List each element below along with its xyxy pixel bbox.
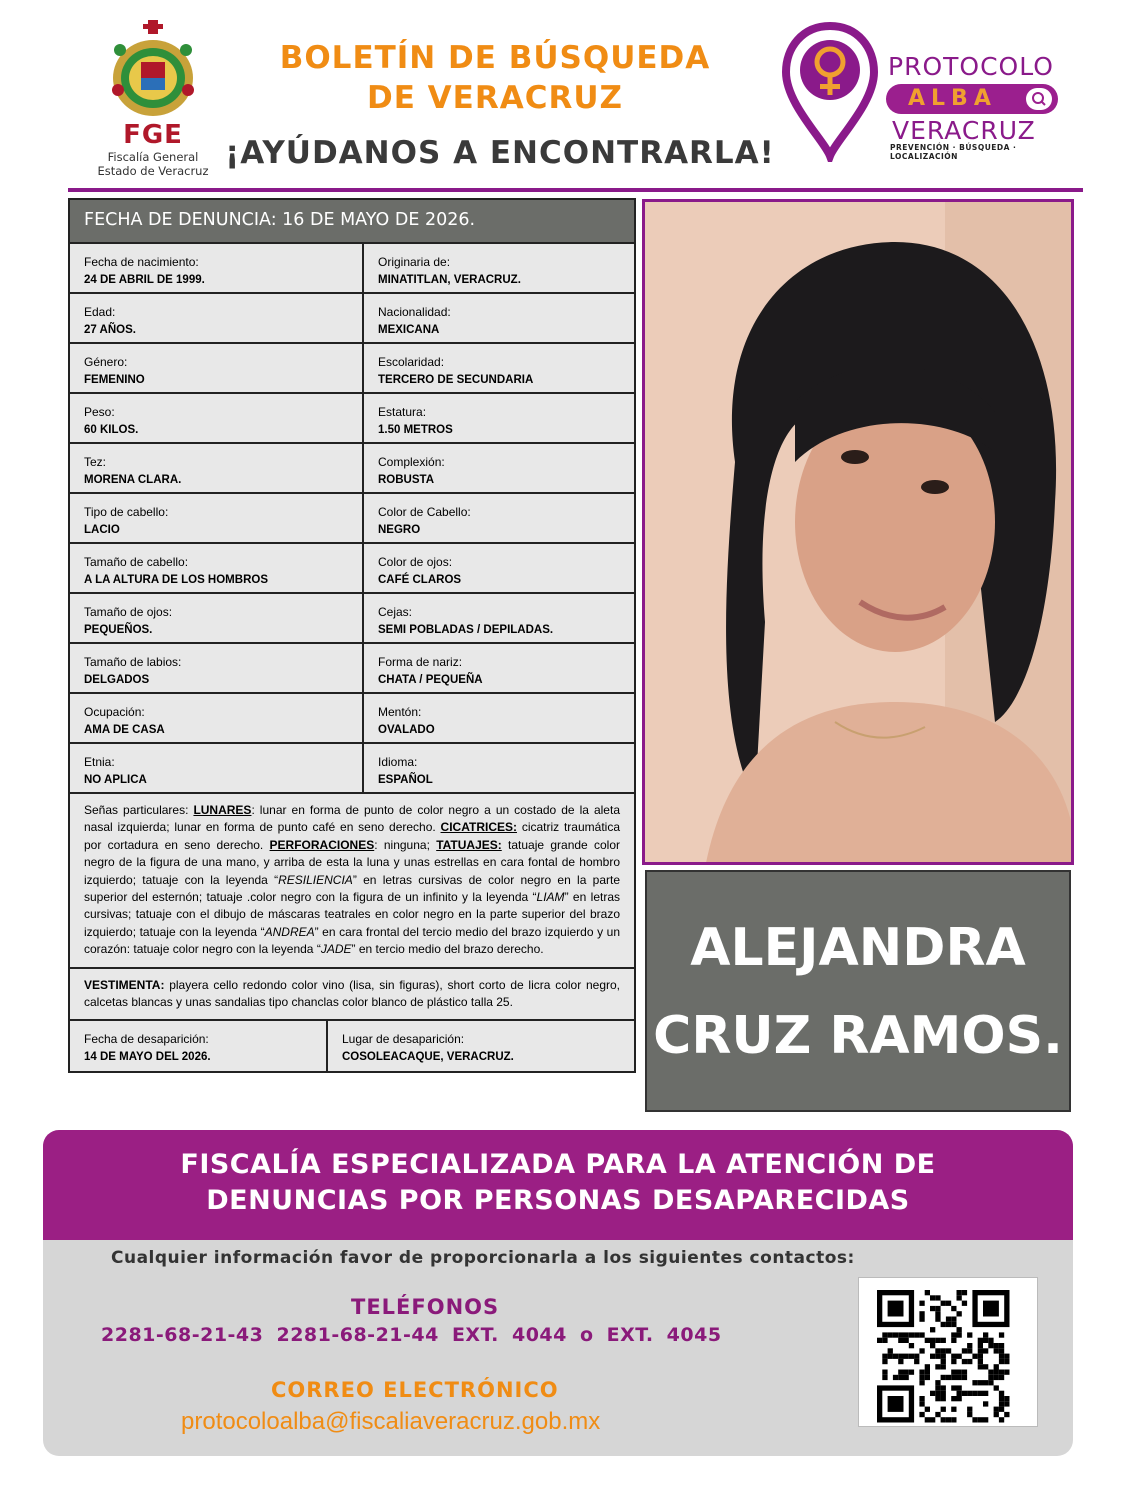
fge-line2: Estado de Veracruz (97, 164, 209, 178)
field-label: Tamaño de cabello: (84, 555, 189, 569)
field-label: Peso: (84, 405, 115, 419)
field-label: Forma de nariz: (378, 655, 463, 669)
alba-pill (886, 84, 1058, 114)
clothing-description: VESTIMENTA: playera cello redondo color vino (lisa, sin figuras), short corto de licra color negro, calcetas blancas y unas sandalias tipo chanclas color blanco de plástico talla 25. (70, 969, 634, 1022)
disappearance-row (70, 1021, 634, 1071)
field-label: Escolaridad: (378, 355, 445, 369)
disappearance-place-value: COSOLEACAQUE, VERACRUZ. (342, 1051, 514, 1064)
protocolo-alba-logo (780, 22, 1070, 167)
field-value: NEGRO (378, 524, 421, 536)
field-label: Cejas: (378, 605, 413, 619)
location-pin-icon (780, 22, 880, 162)
field-value: ROBUSTA (378, 474, 435, 486)
report-date-heading: FECHA DE DENUNCIA: 16 DE MAYO DE 2026. (70, 200, 634, 244)
field-value: SEMI POBLADAS / DEPILADAS. (378, 624, 554, 636)
table-row (70, 494, 634, 544)
coat-of-arms-icon (108, 20, 198, 120)
contact-panel (43, 1240, 1073, 1456)
field-value: LACIO (84, 524, 120, 536)
field-label: Género: (84, 355, 128, 369)
field-label: Idioma: (378, 755, 418, 769)
table-row (70, 594, 634, 644)
alba-protocolo-text: PROTOCOLO (888, 52, 1054, 81)
field-value: 60 KILOS. (84, 424, 139, 436)
field-label: Edad: (84, 305, 116, 319)
field-label: Tamaño de ojos: (84, 605, 173, 619)
person-details-table (68, 198, 636, 1073)
table-row (70, 394, 634, 444)
field-label: Ocupación: (84, 705, 145, 719)
field-value: AMA DE CASA (84, 724, 165, 736)
details-rows (70, 244, 634, 794)
disappearance-place-label: Lugar de desaparición: (342, 1032, 465, 1047)
bulletin-subtitle: ¡AYÚDANOS A ENCONTRARLA! (225, 135, 775, 171)
table-row (70, 244, 634, 294)
field-label: Nacionalidad: (378, 305, 451, 319)
person-name (645, 870, 1071, 1112)
field-label: Etnia: (84, 755, 115, 769)
alba-veracruz-text: VERACRUZ (892, 116, 1036, 145)
table-row (70, 744, 634, 794)
prosecutor-banner (43, 1130, 1073, 1240)
title-line2: DE VERACRUZ (366, 80, 623, 116)
disappearance-date-label: Fecha de desaparición: (84, 1032, 209, 1047)
field-label: Tez: (84, 455, 107, 469)
email-title: CORREO ELECTRÓNICO (271, 1378, 559, 1402)
field-label: Fecha de nacimiento: (84, 255, 199, 269)
header-divider (68, 188, 1083, 192)
banner-line1: FISCALÍA ESPECIALIZADA PARA LA ATENCIÓN DE (180, 1149, 936, 1180)
field-value: TERCERO DE SECUNDARIA (378, 374, 534, 386)
table-row (70, 694, 634, 744)
field-label: Complexión: (378, 455, 445, 469)
phones-title: TELÉFONOS (351, 1295, 500, 1319)
table-row (70, 344, 634, 394)
field-value: 27 AÑOS. (84, 324, 136, 336)
phone-numbers[interactable]: 2281-68-21-43 2281-68-21-44 EXT. 4044 o EXT. 4045 (101, 1324, 722, 1346)
field-value: OVALADO (378, 724, 435, 736)
field-label: Estatura: (378, 405, 427, 419)
field-label: Color de Cabello: (378, 505, 471, 519)
field-label: Mentón: (378, 705, 422, 719)
contact-intro: Cualquier información favor de proporcionarla a los siguientes contactos: (111, 1248, 855, 1268)
field-value: NO APLICA (84, 774, 147, 786)
field-value: MINATITLAN, VERACRUZ. (378, 274, 521, 286)
name-line1: ALEJANDRA (690, 918, 1026, 978)
table-row (70, 544, 634, 594)
name-line2: CRUZ RAMOS. (653, 1006, 1063, 1066)
fge-abbreviation: FGE (123, 120, 183, 150)
qr-code-icon[interactable] (858, 1277, 1038, 1427)
disappearance-date-value: 14 DE MAYO DEL 2026. (84, 1051, 211, 1064)
title-line1: BOLETÍN DE BÚSQUEDA (279, 40, 711, 76)
fge-line1: Fiscalía General (107, 150, 199, 164)
email-address[interactable]: protocoloalba@fiscaliaveracruz.gob.mx (181, 1408, 601, 1435)
field-label: Color de ojos: (378, 555, 453, 569)
missing-person-photo (642, 199, 1074, 865)
field-value: CHATA / PEQUEÑA (378, 674, 483, 686)
field-value: ESPAÑOL (378, 774, 433, 786)
bulletin-title (240, 38, 750, 118)
field-label: Tipo de cabello: (84, 505, 169, 519)
field-value: DELGADOS (84, 674, 150, 686)
field-value: 1.50 METROS (378, 424, 453, 436)
field-value: 24 DE ABRIL DE 1999. (84, 274, 205, 286)
field-value: MEXICANA (378, 324, 440, 336)
distinguishing-marks: Señas particulares: LUNARES: lunar en forma de punto de color negro a un costado de la aleta nasal izquierda; lunar en forma de punto café en seno derecho. CICATRICES: cicatriz traumática por cortadura en seno derecho. PERFORACIONES: ninguna; TATUAJES: tatuaje grande color negro de la figura de una mano, y arriba de esta la luna y unas estrellas en cara fontal de hombro izquierdo; tatuaje con la leyenda “RESILIENCIA” en letras cursivas de color negro en la parte superior del esternón; tatuaje .color negro con la figura de un infinito y la leyenda “LIAM” en letras cursivas; tatuaje con el dibujo de máscaras teatrales en color negro en la parte superior del brazo izquierdo; tatuaje con la leyenda “ANDREA” en cara frontal del tercio medio del brazo izquierdo y un corazón: tatuaje color negro con la leyenda “JADE” en tercio medio del brazo derecho. (70, 794, 634, 969)
table-row (70, 644, 634, 694)
table-row (70, 444, 634, 494)
field-value: PEQUEÑOS. (84, 624, 153, 636)
field-value: FEMENINO (84, 374, 145, 386)
field-label: Originaria de: (378, 255, 451, 269)
banner-line2: DENUNCIAS POR PERSONAS DESAPARECIDAS (206, 1185, 910, 1216)
alba-tagline: PREVENCIÓN · BÚSQUEDA · LOCALIZACIÓN (890, 143, 1017, 161)
field-value: CAFÉ CLAROS (378, 574, 462, 586)
search-icon (1026, 88, 1052, 110)
field-value: MORENA CLARA. (84, 474, 182, 486)
alba-word: ALBA (908, 86, 997, 111)
field-label: Tamaño de labios: (84, 655, 182, 669)
portrait-image (645, 202, 1074, 865)
table-row (70, 294, 634, 344)
field-value: A LA ALTURA DE LOS HOMBROS (84, 574, 268, 586)
